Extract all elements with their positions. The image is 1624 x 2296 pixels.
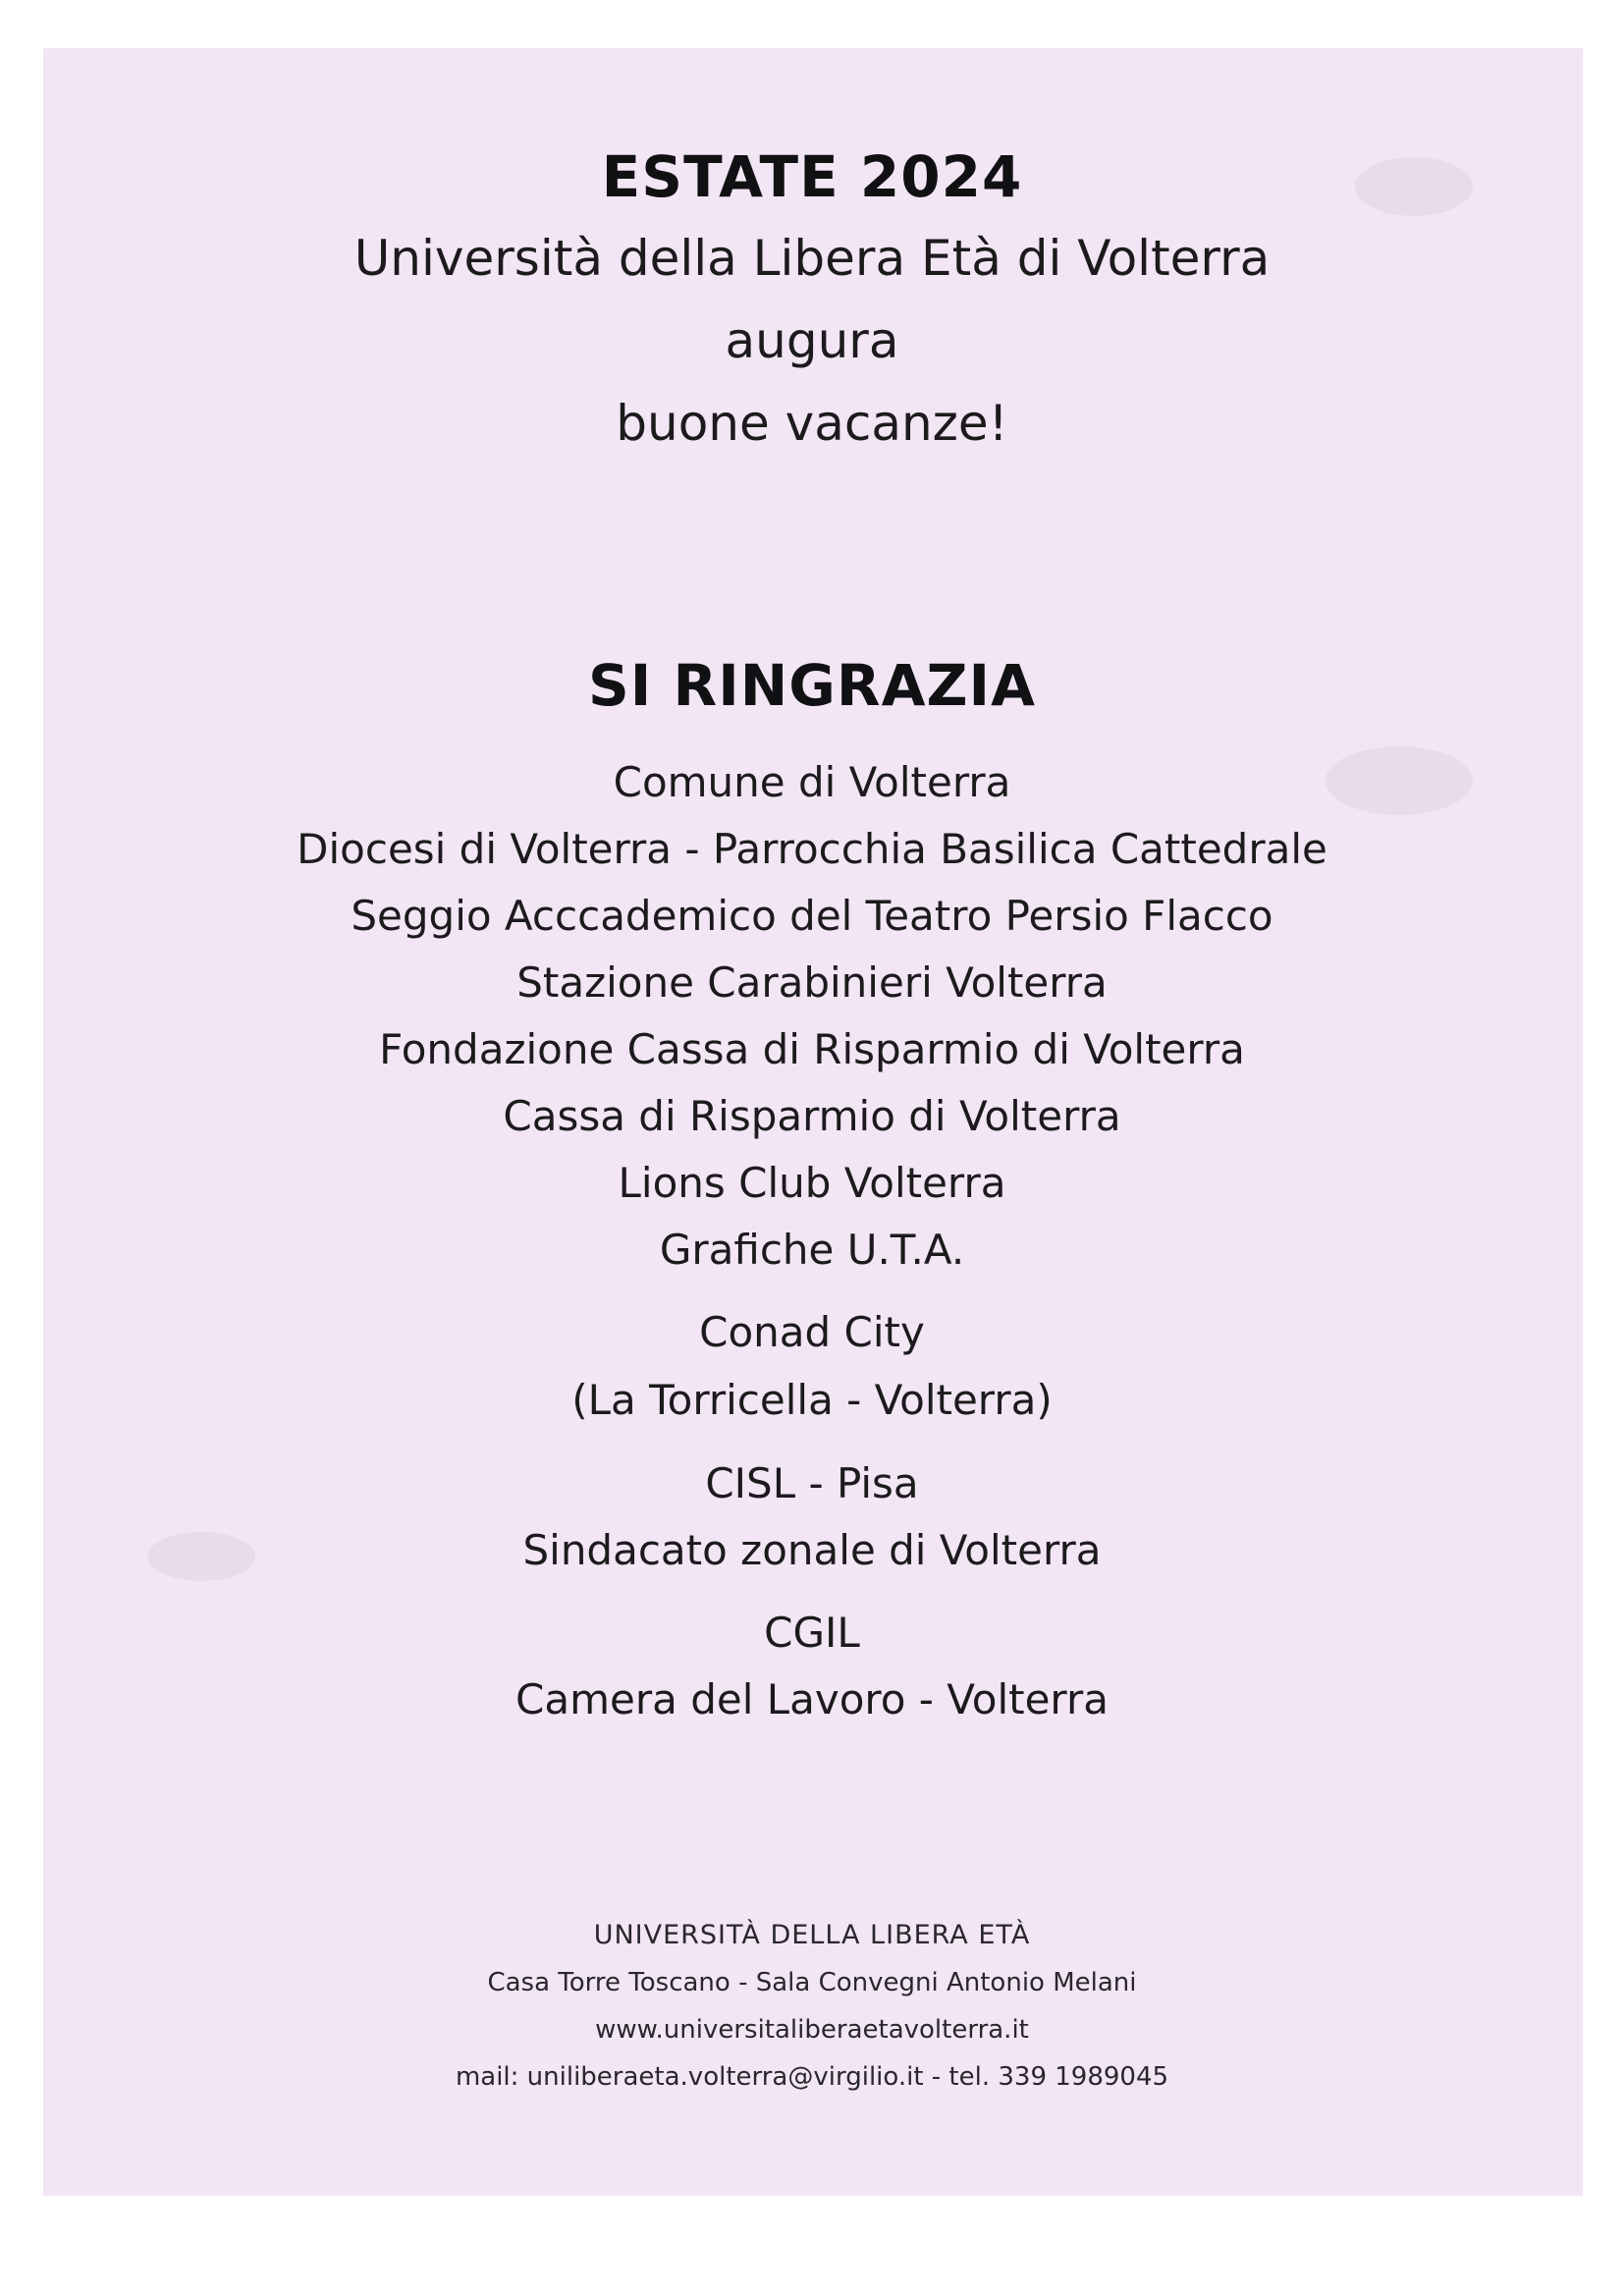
greeting-line-2: augura	[725, 312, 899, 369]
footer-website: www.universitaliberaetavolterra.it	[595, 2015, 1029, 2045]
thanks-item: Comune di Volterra	[613, 758, 1011, 806]
thanks-item: Stazione Carabinieri Volterra	[516, 958, 1108, 1007]
thanks-item: Sindacato zonale di Volterra	[522, 1526, 1102, 1574]
season-title: ESTATE 2024	[601, 143, 1023, 210]
thanks-item: Lions Club Volterra	[618, 1159, 1006, 1207]
greeting-line-1: Università della Libera Età di Volterra	[353, 230, 1271, 287]
footer-organization: UNIVERSITÀ DELLA LIBERA ETÀ	[593, 1920, 1031, 1950]
thanks-item: Seggio Acccademico del Teatro Persio Flacco	[351, 892, 1273, 940]
greeting-line-3: buone vacanze!	[616, 395, 1008, 452]
footer-contact: mail: uniliberaeta.volterra@virgilio.it - tel. 339 1989045	[455, 2062, 1169, 2092]
thanks-item: Grafiche U.T.A.	[659, 1226, 965, 1274]
thanks-item: Conad City	[699, 1308, 925, 1356]
thanks-item: Fondazione Cassa di Risparmio di Volterra	[379, 1025, 1245, 1073]
thanks-item: Diocesi di Volterra - Parrocchia Basilica Cattedrale	[297, 825, 1327, 873]
footer-venue: Casa Torre Toscano - Sala Convegni Antonio Melani	[487, 1968, 1137, 1997]
thanks-item: CGIL	[764, 1609, 860, 1657]
thanks-heading: SI RINGRAZIA	[587, 652, 1036, 719]
thanks-item: Camera del Lavoro - Volterra	[515, 1675, 1109, 1723]
thanks-item: Cassa di Risparmio di Volterra	[503, 1092, 1121, 1140]
thanks-item: (La Torricella - Volterra)	[571, 1376, 1053, 1424]
thanks-item: CISL - Pisa	[705, 1459, 919, 1507]
